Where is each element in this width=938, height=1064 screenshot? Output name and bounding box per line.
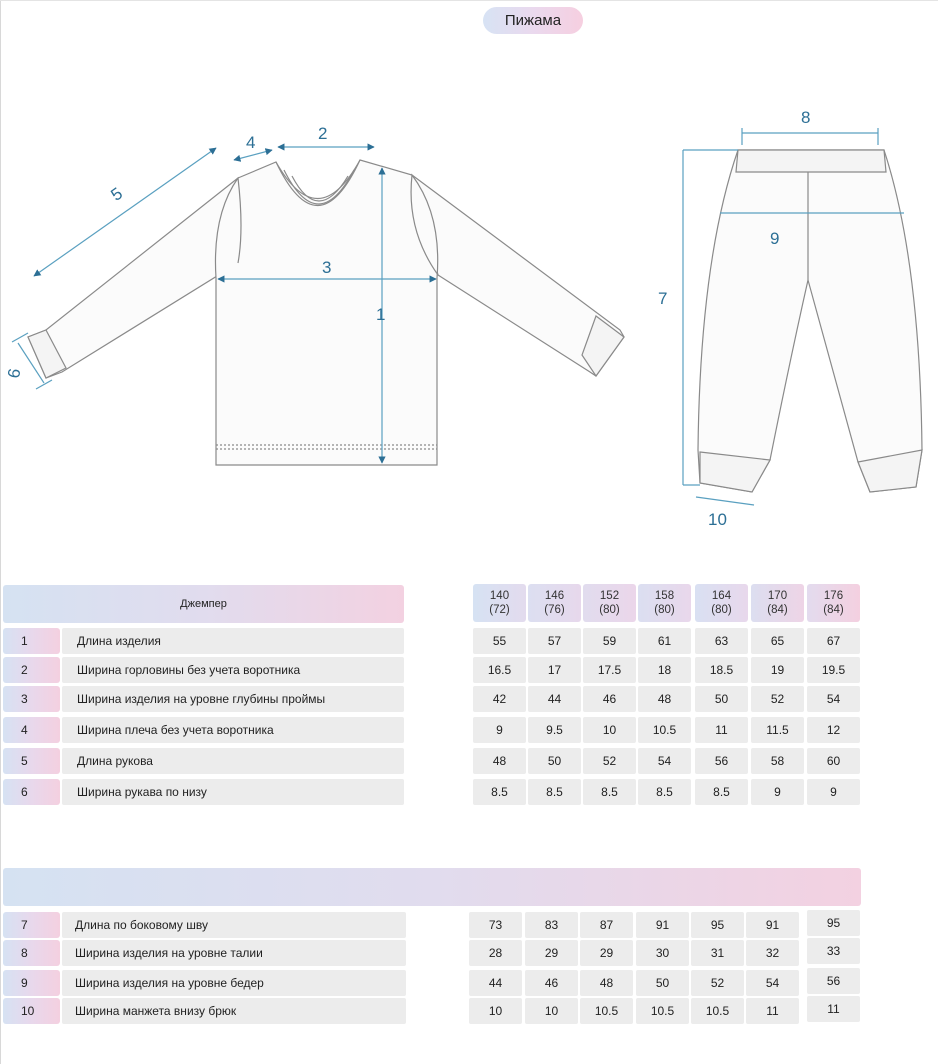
table-cell: 31 [691, 940, 744, 966]
table-cell: 16.5 [473, 657, 526, 683]
table-cell: 60 [807, 748, 860, 774]
table-cell: 10.5 [638, 717, 691, 743]
table-cell: 9 [807, 779, 860, 805]
table-cell: 10 [583, 717, 636, 743]
table-cell: 9 [751, 779, 804, 805]
table-cell: 52 [691, 970, 744, 996]
row-number: 2 [3, 657, 60, 683]
table-cell: 56 [695, 748, 748, 774]
row-number: 5 [3, 748, 60, 774]
table-cell: 9.5 [528, 717, 581, 743]
table-cell: 46 [583, 686, 636, 712]
label-7: 7 [658, 289, 668, 308]
row-name: Длина по боковому шву [62, 912, 406, 938]
table-cell: 8.5 [583, 779, 636, 805]
table-cell: 44 [528, 686, 581, 712]
size-header: 170 (84) [751, 584, 804, 622]
label-8: 8 [801, 108, 811, 127]
table-cell: 11 [807, 996, 860, 1022]
size-header: 164 (80) [695, 584, 748, 622]
table-cell: 55 [473, 628, 526, 654]
table-cell: 10.5 [691, 998, 744, 1024]
table-cell: 91 [746, 912, 799, 938]
jumper-header: Джемпер [3, 585, 404, 623]
table-cell: 10.5 [580, 998, 633, 1024]
pants-header [3, 868, 861, 906]
table-cell: 10.5 [636, 998, 689, 1024]
row-number: 7 [3, 912, 60, 938]
size-header: 146 (76) [528, 584, 581, 622]
row-number: 8 [3, 940, 60, 966]
row-number: 1 [3, 628, 60, 654]
table-cell: 11 [695, 717, 748, 743]
row-number: 3 [3, 686, 60, 712]
row-number: 6 [3, 779, 60, 805]
pants-drawing [698, 150, 922, 492]
table-cell: 44 [469, 970, 522, 996]
table-cell: 33 [807, 938, 860, 964]
table-cell: 8.5 [638, 779, 691, 805]
size-header: 152 (80) [583, 584, 636, 622]
table-cell: 10 [525, 998, 578, 1024]
label-3: 3 [322, 258, 332, 277]
row-name: Ширина изделия на уровне талии [62, 940, 406, 966]
table-cell: 48 [638, 686, 691, 712]
size-header: 140 (72) [473, 584, 526, 622]
table-cell: 48 [580, 970, 633, 996]
page-title: Пижама [483, 7, 583, 34]
label-4: 4 [246, 133, 256, 152]
table-cell: 91 [636, 912, 689, 938]
row-name: Ширина рукава по низу [62, 779, 404, 805]
label-6: 6 [4, 367, 25, 380]
row-name: Длина изделия [62, 628, 404, 654]
label-1: 1 [376, 305, 386, 324]
table-cell: 19 [751, 657, 804, 683]
row-name: Ширина изделия на уровне бедер [62, 970, 406, 996]
label-9: 9 [770, 229, 780, 248]
table-cell: 48 [473, 748, 526, 774]
table-cell: 10 [469, 998, 522, 1024]
label-2: 2 [318, 124, 328, 143]
table-cell: 54 [807, 686, 860, 712]
table-cell: 67 [807, 628, 860, 654]
table-cell: 65 [751, 628, 804, 654]
row-name: Ширина изделия на уровне глубины проймы [62, 686, 404, 712]
table-cell: 58 [751, 748, 804, 774]
jumper-drawing [28, 160, 624, 465]
table-cell: 83 [525, 912, 578, 938]
table-cell: 11 [746, 998, 799, 1024]
table-cell: 73 [469, 912, 522, 938]
table-cell: 8.5 [473, 779, 526, 805]
table-cell: 30 [636, 940, 689, 966]
table-cell: 29 [580, 940, 633, 966]
table-cell: 17.5 [583, 657, 636, 683]
table-cell: 18.5 [695, 657, 748, 683]
table-cell: 56 [807, 968, 860, 994]
table-cell: 50 [528, 748, 581, 774]
table-cell: 17 [528, 657, 581, 683]
table-cell: 95 [807, 910, 860, 936]
table-cell: 8.5 [528, 779, 581, 805]
table-cell: 95 [691, 912, 744, 938]
table-cell: 12 [807, 717, 860, 743]
size-header: 176 (84) [807, 584, 860, 622]
table-cell: 50 [636, 970, 689, 996]
label-10: 10 [708, 510, 727, 529]
table-cell: 52 [583, 748, 636, 774]
table-cell: 28 [469, 940, 522, 966]
row-number: 10 [3, 998, 60, 1024]
table-cell: 8.5 [695, 779, 748, 805]
table-cell: 59 [583, 628, 636, 654]
table-cell: 52 [751, 686, 804, 712]
table-cell: 50 [695, 686, 748, 712]
row-name: Ширина плеча без учета воротника [62, 717, 404, 743]
row-number: 4 [3, 717, 60, 743]
table-cell: 63 [695, 628, 748, 654]
table-cell: 29 [525, 940, 578, 966]
table-cell: 54 [638, 748, 691, 774]
size-header: 158 (80) [638, 584, 691, 622]
table-cell: 18 [638, 657, 691, 683]
row-name: Ширина манжета внизу брюк [62, 998, 406, 1024]
table-cell: 9 [473, 717, 526, 743]
table-cell: 11.5 [751, 717, 804, 743]
table-cell: 19.5 [807, 657, 860, 683]
label-5: 5 [107, 183, 127, 205]
row-number: 9 [3, 970, 60, 996]
row-name: Длина рукова [62, 748, 404, 774]
row-name: Ширина горловины без учета воротника [62, 657, 404, 683]
table-cell: 32 [746, 940, 799, 966]
table-cell: 57 [528, 628, 581, 654]
table-cell: 54 [746, 970, 799, 996]
table-cell: 46 [525, 970, 578, 996]
table-cell: 87 [580, 912, 633, 938]
table-cell: 42 [473, 686, 526, 712]
table-cell: 61 [638, 628, 691, 654]
